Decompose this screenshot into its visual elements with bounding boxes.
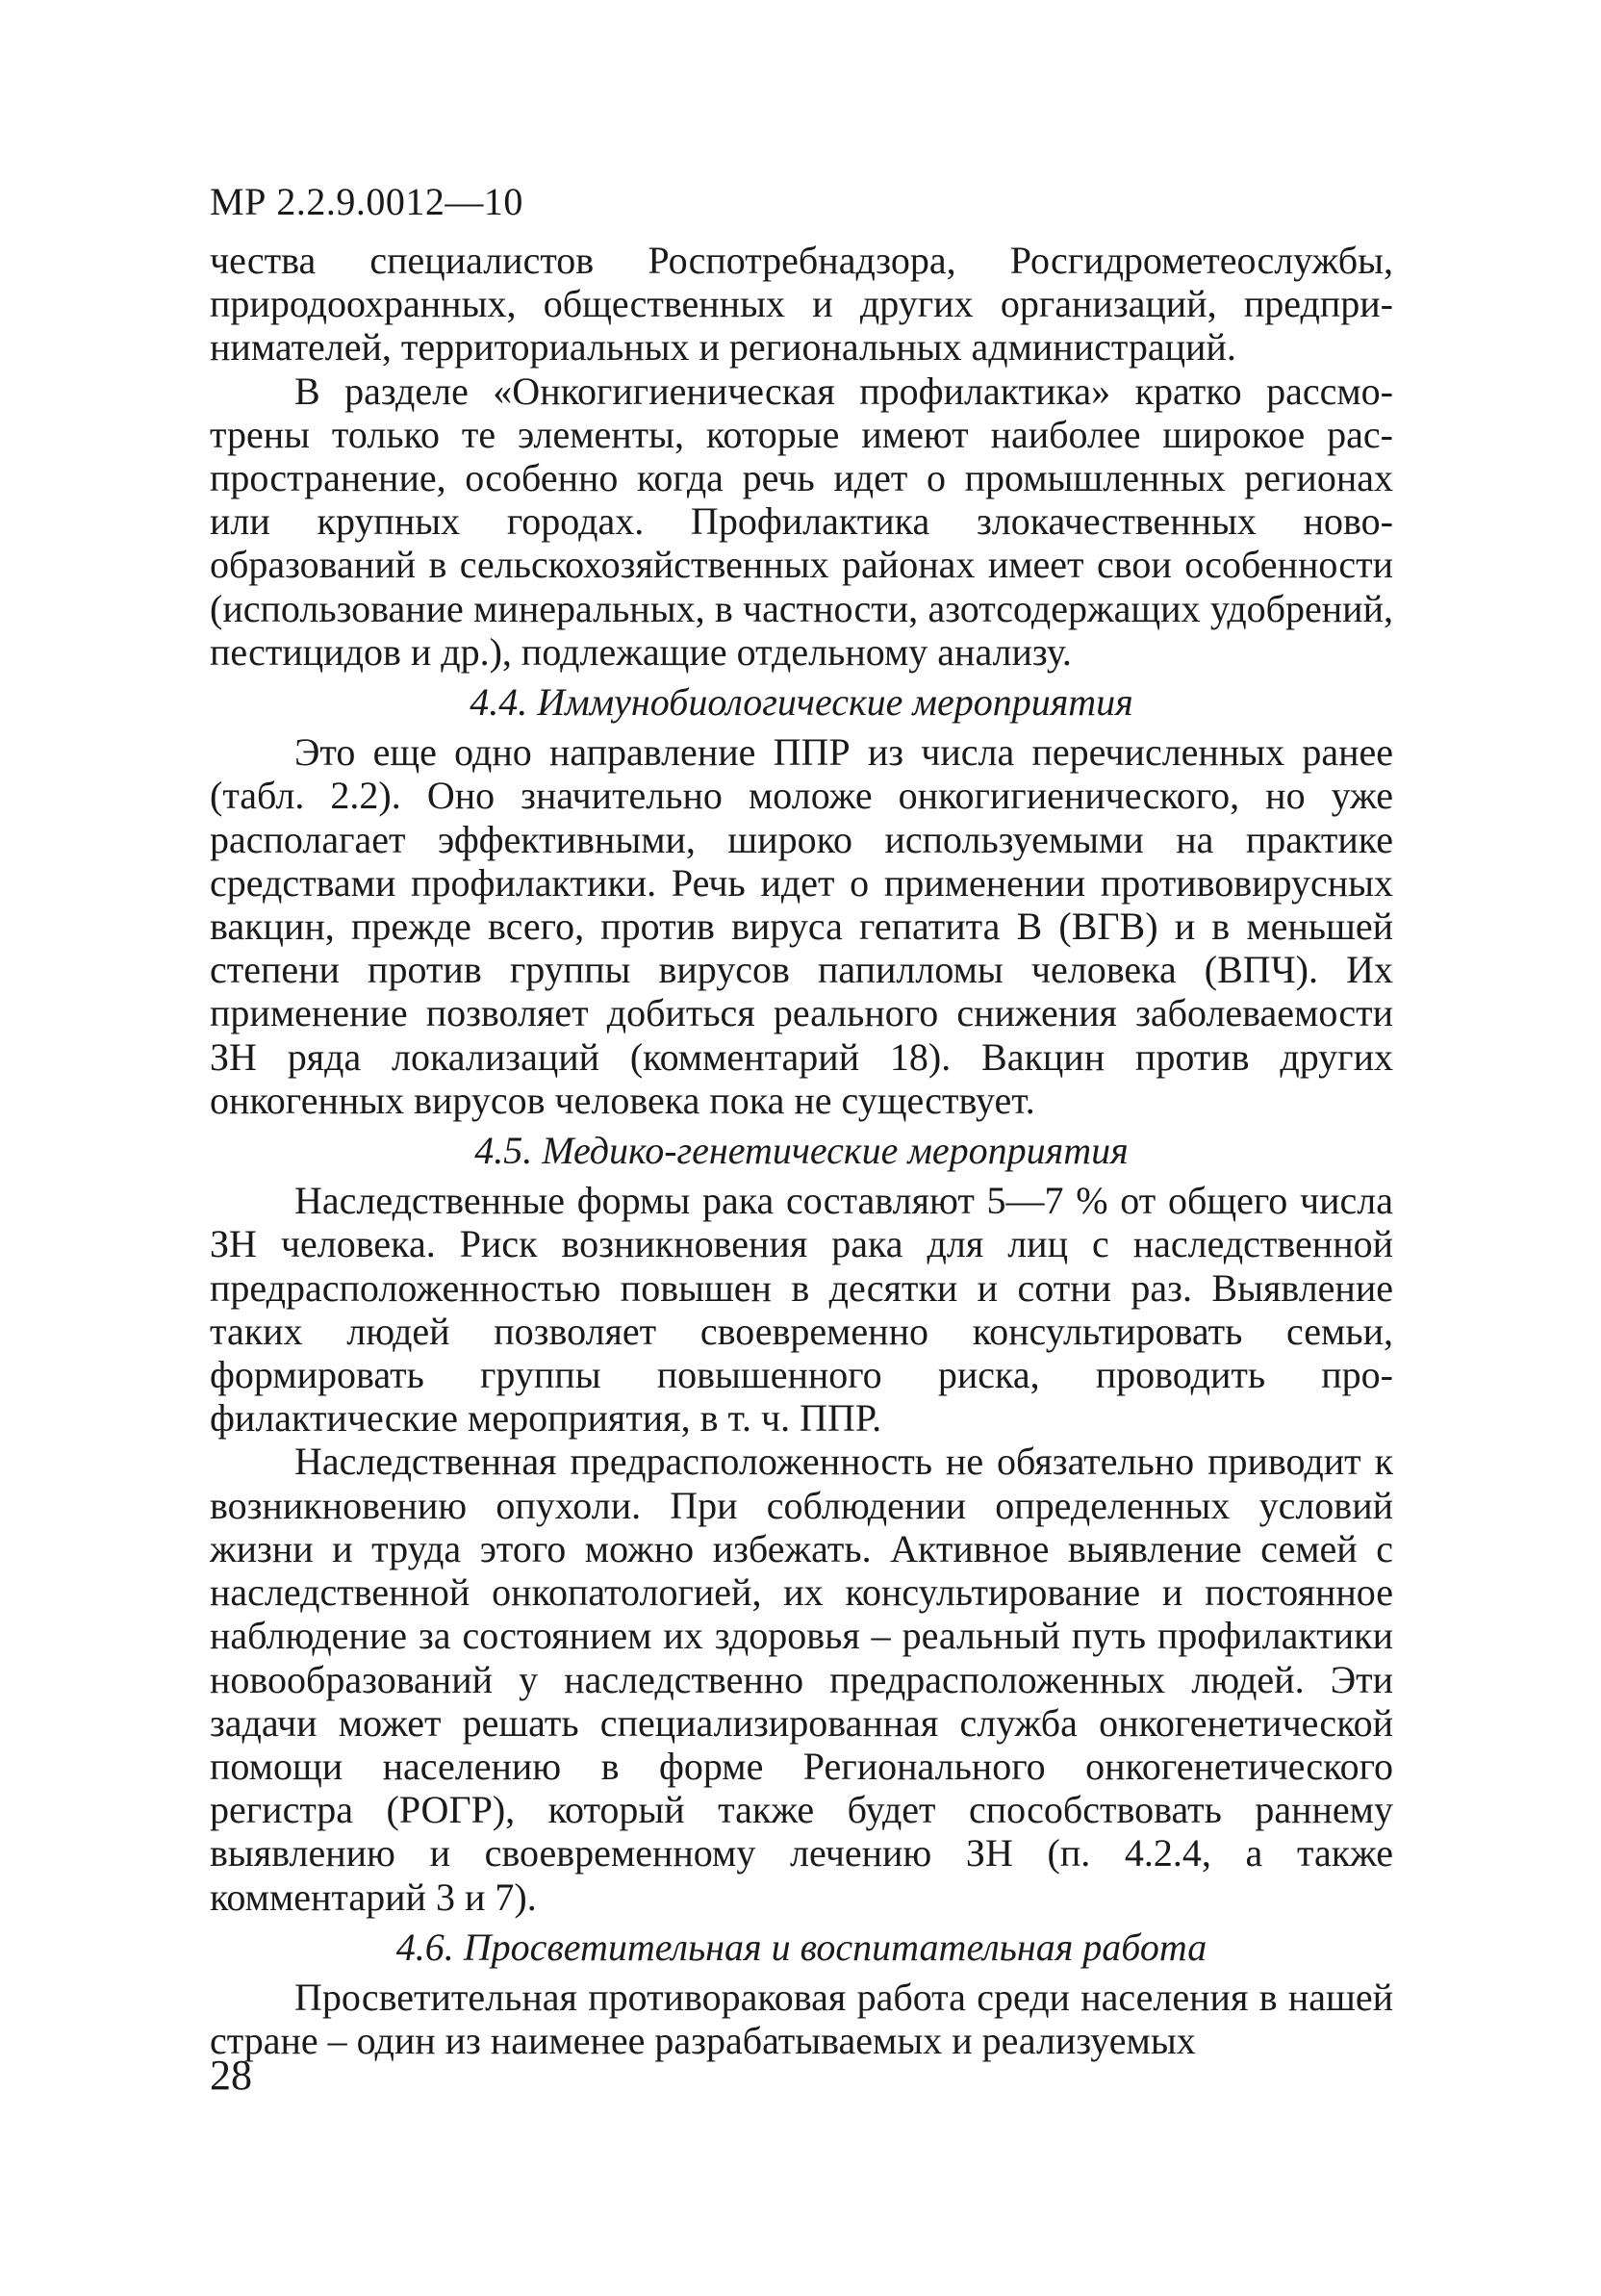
section-title-4-4: 4.4. Иммунобиологические мероприятия	[470, 680, 1133, 725]
page-number: 28	[210, 2052, 252, 2099]
paragraph-education: Просветительная противораковая работа среди населения в нашей стране – один из наименее разрабатываемых и реализуемых	[210, 1975, 1393, 2063]
paragraph-hereditary-predisposition: Наследственная предрасположенность не обязательно приводит к возникновению опухоли. При соблюдении определенных условий жизни и труда этого можно избежать. Активное выявление семей с наследственной онкопатологией, их консультирование и постоянное наблюдение за состоянием их здоровья – реальный путь профилактики новообразований у наследственно предрасположенных людей. Эти задачи может решать специализированная служба онкогенетической помощи населению в форме Регионального онкогенетического регистра (РОГР), который также будет способствовать раннему выявлению и своевременному лечению ЗН (п. 4.2.4, а также комментарий 3 и 7).	[210, 1440, 1393, 1919]
document-page	[210, 180, 1393, 2063]
paragraph-immunobiology: Это еще одно направление ППР из числа перечисленных ранее (табл. 2.2). Оно значительно моложе онкогигиенического, но уже располагает эффективными, широко используемыми на практике средствами профилактики. Речь идет о применении противовирусных вакцин, прежде всего, против вируса гепатита В (ВГВ) и в меньшей степени против группы вирусов папилломы человека (ВПЧ). Их применение позволяет добиться реального снижения заболеваемости ЗН ряда локализаций (комментарий 18). Вакцин против других онкогенных вирусов человека пока не существует.	[210, 730, 1393, 1122]
paragraph-continuation: чества специалистов Роспотребнадзора, Росгидрометеослужбы, природоохранных, общественных и других организаций, предпринимателей, территориальных и региональных администраций.	[210, 239, 1393, 370]
paragraph-hereditary-forms: Наследственные формы рака составляют 5—7 % от общего числа ЗН человека. Риск возникновения рака для лиц с наследственной предрасположенностью повышен в десятки и сотни раз. Выявление таких людей позволяет своевременно консультировать семьи, формировать группы повышенного риска, проводить профилактические мероприятия, в т. ч. ППР.	[210, 1179, 1393, 1441]
section-title-4-5: 4.5. Медико-генетические мероприятия	[474, 1129, 1129, 1173]
section-title-4-6: 4.6. Просветительная и воспитательная работа	[395, 1925, 1207, 1969]
paragraph-oncohygiene: В разделе «Онкогигиеническая профилактика» кратко рассмотрены только те элементы, которые имеют наиболее широкое распространение, особенно когда речь идет о промышленных регионах или крупных городах. Профилактика злокачественных новообразований в сельскохозяйственных районах имеет свои особенности (использование минеральных, в частности, азотсодержащих удобрений, пестицидов и др.), подлежащие отдельному анализу.	[210, 369, 1393, 674]
document-code-header: МР 2.2.9.0012—10	[210, 180, 523, 223]
